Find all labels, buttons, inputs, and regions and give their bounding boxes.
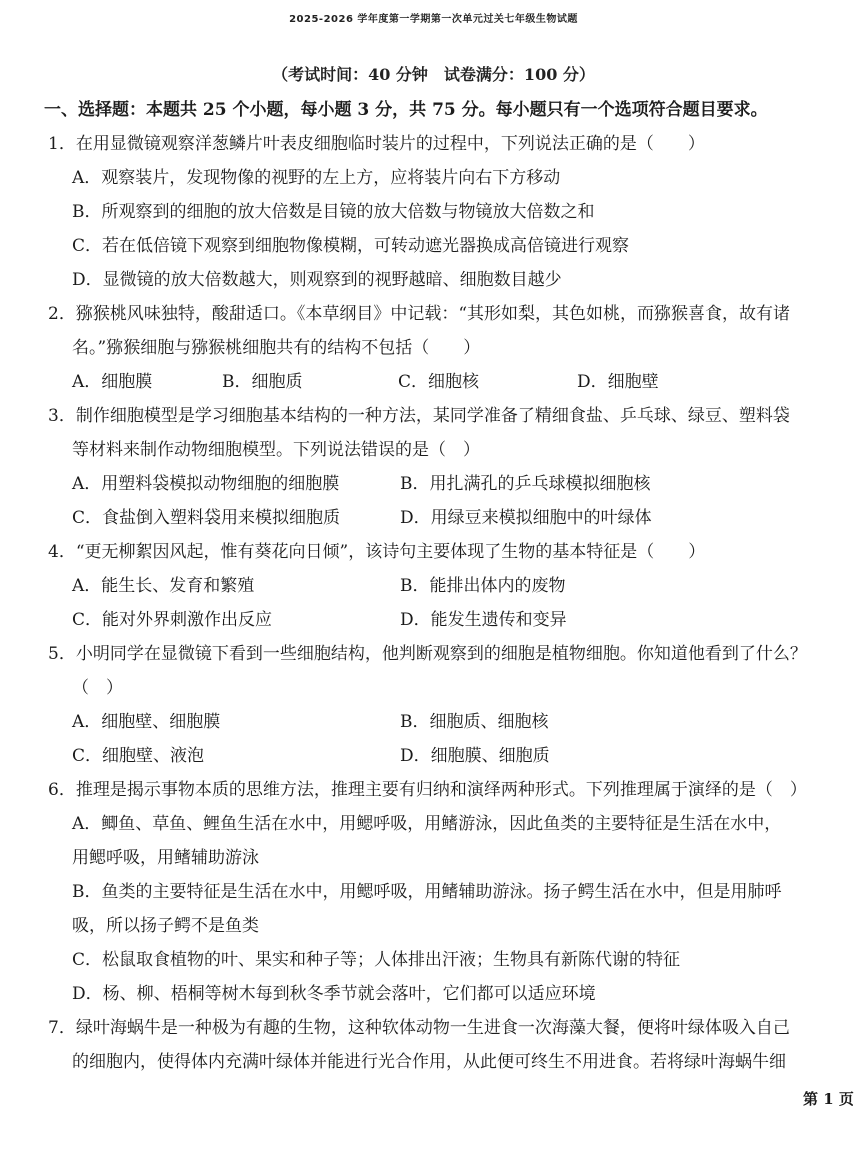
- question-5-stem-line2: （ ）: [72, 678, 123, 698]
- question-7-stem-line1: 7．绿叶海蜗牛是一种极为有趣的生物，这种软体动物一生进食一次海藻大餐，便将叶绿体吸入自己: [48, 1018, 790, 1038]
- question-7-stem-line2: 的细胞内，使得体内充满叶绿体并能进行光合作用，从此便可终生不用进食。若将绿叶海蜗牛细: [72, 1052, 786, 1072]
- question-4-option-d: D．能发生遗传和变异: [400, 610, 567, 630]
- question-3-option-d: D．用绿豆来模拟细胞中的叶绿体: [400, 508, 652, 528]
- question-2-option-c: C．细胞核: [398, 372, 480, 392]
- question-6-option-d: D．杨、柳、梧桐等树木每到秋冬季节就会落叶，它们都可以适应环境: [72, 984, 596, 1004]
- question-6-option-b-line1: B．鱼类的主要特征是生活在水中，用鳃呼吸，用鳍辅助游泳。扬子鳄生活在水中，但是用肺呼: [72, 882, 782, 902]
- question-2-option-d: D．细胞壁: [577, 372, 659, 392]
- question-3-stem-line1: 3．制作细胞模型是学习细胞基本结构的一种方法，某同学准备了精细食盐、乒乓球、绿豆、塑料袋: [48, 406, 790, 426]
- question-1-option-c: C．若在低倍镜下观察到细胞物像模糊，可转动遮光器换成高倍镜进行观察: [72, 236, 630, 256]
- question-4-option-b: B．能排出体内的废物: [400, 576, 566, 596]
- question-3-option-b: B．用扎满孔的乒乓球模拟细胞核: [400, 474, 651, 494]
- section-heading: 一、选择题：本题共 25 个小题，每小题 3 分，共 75 分。每小题只有一个选项符合题目要求。: [44, 100, 768, 120]
- question-3-stem-line2: 等材料来制作动物细胞模型。下列说法错误的是（ ）: [72, 440, 480, 460]
- question-2-option-a: A．细胞膜: [72, 372, 153, 392]
- question-5-option-c: C．细胞壁、液泡: [72, 746, 205, 766]
- question-6-option-c: C．松鼠取食植物的叶、果实和种子等；人体排出汗液；生物具有新陈代谢的特征: [72, 950, 681, 970]
- question-3-option-a: A．用塑料袋模拟动物细胞的细胞膜: [72, 474, 340, 494]
- question-4-stem: 4．“更无柳絮因风起，惟有葵花向日倾”，该诗句主要体现了生物的基本特征是（ ）: [48, 542, 706, 562]
- question-6-option-a-line1: A．鲫鱼、草鱼、鲤鱼生活在水中，用鳃呼吸，用鳍游泳，因此鱼类的主要特征是生活在水中，: [72, 814, 782, 834]
- question-2-stem-line2: 名。”猕猴细胞与猕猴桃细胞共有的结构不包括（ ）: [72, 338, 481, 358]
- question-5-stem-line1: 5．小明同学在显微镜下看到一些细胞结构，他判断观察到的细胞是植物细胞。你知道他看到了什么？: [48, 644, 807, 664]
- question-6-option-a-line2: 用鳃呼吸，用鳍辅助游泳: [72, 848, 259, 868]
- question-2-option-b: B．细胞质: [222, 372, 303, 392]
- question-4-option-c: C．能对外界刺激作出反应: [72, 610, 273, 630]
- question-4-option-a: A．能生长、发育和繁殖: [72, 576, 255, 596]
- question-1-option-b: B．所观察到的细胞的放大倍数是目镜的放大倍数与物镜放大倍数之和: [72, 202, 595, 222]
- question-2-stem-line1: 2．猕猴桃风味独特，酸甜适口。《本草纲目》中记载：“其形如梨，其色如桃，而猕猴喜食，故有诸: [48, 304, 791, 324]
- question-1-option-a: A．观察装片，发现物像的视野的左上方，应将装片向右下方移动: [72, 168, 561, 188]
- question-5-option-a: A．细胞壁、细胞膜: [72, 712, 221, 732]
- page-number: 第 1 页: [803, 1090, 854, 1108]
- question-6-option-b-line2: 吸，所以扬子鳄不是鱼类: [72, 916, 259, 936]
- question-1-stem: 1．在用显微镜观察洋葱鳞片叶表皮细胞临时装片的过程中，下列说法正确的是（ ）: [48, 134, 705, 154]
- question-3-option-c: C．食盐倒入塑料袋用来模拟细胞质: [72, 508, 341, 528]
- question-5-option-b: B．细胞质、细胞核: [400, 712, 549, 732]
- exam-subtitle: （考试时间：40 分钟 试卷满分：100 分）: [272, 65, 595, 84]
- question-1-option-d: D．显微镜的放大倍数越大，则观察到的视野越暗、细胞数目越少: [72, 270, 562, 290]
- question-6-stem: 6．推理是揭示事物本质的思维方法，推理主要有归纳和演绎两种形式。下列推理属于演绎的是（ ）: [48, 780, 807, 800]
- exam-title: 2025-2026 学年度第一学期第一次单元过关七年级生物试题: [289, 14, 578, 25]
- question-5-option-d: D．细胞膜、细胞质: [400, 746, 550, 766]
